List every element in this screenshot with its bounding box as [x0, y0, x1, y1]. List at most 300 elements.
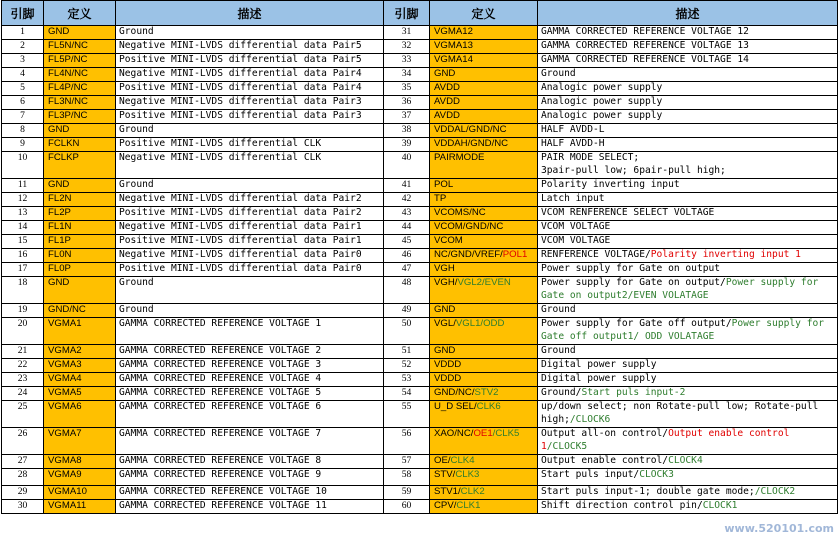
definition-text: VGH [434, 263, 455, 274]
pin-definition: VGMA10 [44, 486, 116, 500]
pin-definition: GND [44, 179, 116, 193]
pin-definition [430, 193, 538, 207]
table-row [2, 54, 838, 68]
pin-definition: VGMA6 [44, 401, 116, 428]
table-row [2, 455, 838, 469]
pin-number: 10 [2, 152, 44, 179]
description-text: GAMMA CORRECTED REFERENCE VOLTAGE 14 [541, 54, 749, 65]
pin-number: 22 [2, 359, 44, 373]
pin-definition: FL1P [44, 235, 116, 249]
pin-definition: VGMA7 [44, 428, 116, 455]
pin-description [538, 193, 838, 207]
pin-description: GAMMA CORRECTED REFERENCE VOLTAGE 11 [116, 500, 384, 514]
table-row [2, 249, 838, 263]
pin-definition: FL2N [44, 193, 116, 207]
pin-number: 44 [384, 221, 430, 235]
pin-description [538, 387, 838, 401]
pin-number: 19 [2, 304, 44, 318]
definition-text: AVDD [434, 110, 460, 121]
pin-definition [430, 207, 538, 221]
description-text: VCOM RENFERENCE SELECT VOLTAGE [541, 207, 715, 218]
pin-number: 25 [2, 401, 44, 428]
pin-definition [430, 40, 538, 54]
pin-number: 55 [384, 401, 430, 428]
description-text: GAMMA CORRECTED REFERENCE VOLTAGE 13 [541, 40, 749, 51]
pin-definition [430, 277, 538, 304]
table-row [2, 486, 838, 500]
description-alt-green: Power supply for Gate off output1/ ODD VOLATAGE [541, 318, 825, 342]
pin-number: 33 [384, 54, 430, 68]
pin-definition [430, 401, 538, 428]
pin-description: GAMMA CORRECTED REFERENCE VOLTAGE 6 [116, 401, 384, 428]
table-row [2, 82, 838, 96]
pin-number: 31 [384, 26, 430, 40]
pin-definition [430, 428, 538, 455]
pin-number: 35 [384, 82, 430, 96]
pin-definition [430, 500, 538, 514]
pin-definition [430, 179, 538, 193]
pin-number: 20 [2, 318, 44, 345]
pin-description [538, 207, 838, 221]
table-row [2, 96, 838, 110]
pin-definition: GND/NC [44, 304, 116, 318]
definition-alt-green: CLK2 [460, 486, 485, 497]
definition-alt-green: CLK6 [476, 401, 501, 412]
pin-number: 56 [384, 428, 430, 455]
pin-description [538, 500, 838, 514]
definition-text: VGMA14 [434, 54, 473, 65]
table-header-row [2, 1, 838, 26]
pin-definition: FL4P/NC [44, 82, 116, 96]
pin-definition: VGMA8 [44, 455, 116, 469]
definition-text: VDDD [434, 373, 462, 384]
definition-text: VCOM/GND/NC [434, 221, 504, 232]
pin-definition: FL0P [44, 263, 116, 277]
pin-number: 9 [2, 138, 44, 152]
pin-definition [430, 318, 538, 345]
description-text: VCOM VOLTAGE [541, 235, 611, 246]
definition-alt-green: CLK3 [455, 469, 480, 480]
pin-description [538, 54, 838, 68]
pin-number: 51 [384, 345, 430, 359]
description-text: Analogic power supply [541, 110, 663, 121]
definition-text: VDDAH/GND/NC [434, 138, 509, 149]
pin-number: 16 [2, 249, 44, 263]
definition-text: PAIRMODE [434, 152, 485, 163]
pin-definition [430, 469, 538, 486]
pin-description [538, 110, 838, 124]
pin-number: 52 [384, 359, 430, 373]
pin-number: 49 [384, 304, 430, 318]
pin-number: 57 [384, 455, 430, 469]
pin-number: 50 [384, 318, 430, 345]
definition-text: VGMA13 [434, 40, 473, 51]
definition-text: VDDD [434, 359, 462, 370]
pin-description [538, 486, 838, 500]
table-row [2, 401, 838, 428]
pin-definition: VGMA3 [44, 359, 116, 373]
description-text: Digital power supply [541, 359, 657, 370]
pin-description: Positive MINI-LVDS differential data Pair1 [116, 235, 384, 249]
pin-description [538, 304, 838, 318]
pin-definition: FL2P [44, 207, 116, 221]
pin-number: 5 [2, 82, 44, 96]
definition-alt-green: VGL1/ODD [455, 318, 505, 329]
table-row [2, 359, 838, 373]
pin-description: Positive MINI-LVDS differential data Pair5 [116, 54, 384, 68]
pin-description [538, 359, 838, 373]
description-text: Polarity inverting input [541, 179, 680, 190]
description-text: Digital power supply [541, 373, 657, 384]
description-alt-green: Power supply for Gate on output2/EVEN VOLATAGE [541, 277, 819, 301]
description-text-line2: 3pair-pull low; 6pair-pull high; [541, 164, 726, 176]
definition-alt-red: OE1 [473, 428, 493, 439]
pin-description: Negative MINI-LVDS differential data Pair2 [116, 193, 384, 207]
pin-description [538, 26, 838, 40]
pin-definition [430, 96, 538, 110]
description-alt-green: CLOCK3 [639, 469, 674, 480]
header-desc-right: 描述 [538, 1, 838, 26]
pin-number: 38 [384, 124, 430, 138]
pin-description [538, 138, 838, 152]
description-alt-red: Output enable control 1 [541, 428, 790, 452]
description-text: Start puls input/ [541, 469, 640, 480]
pin-number: 17 [2, 263, 44, 277]
pin-number: 47 [384, 263, 430, 277]
definition-text: VCOM [434, 235, 463, 246]
pin-definition [430, 82, 538, 96]
description-text: Ground [541, 304, 576, 315]
pin-number: 32 [384, 40, 430, 54]
pin-description [538, 40, 838, 54]
pin-definition: FCLKN [44, 138, 116, 152]
table-row [2, 26, 838, 40]
pin-description: Negative MINI-LVDS differential data Pair0 [116, 249, 384, 263]
pin-description: Positive MINI-LVDS differential data Pair0 [116, 263, 384, 277]
pin-description [538, 263, 838, 277]
definition-alt-green: STV2 [474, 387, 499, 398]
pin-description: Ground [116, 26, 384, 40]
table-row [2, 373, 838, 387]
table-row [2, 500, 838, 514]
pin-definition: VGMA4 [44, 373, 116, 387]
pin-number: 18 [2, 277, 44, 304]
description-text: Ground [541, 68, 576, 79]
pin-definition: GND [44, 277, 116, 304]
description-text: Latch input [541, 193, 605, 204]
description-text: Shift direction control pin/ [541, 500, 703, 511]
pin-number: 23 [2, 373, 44, 387]
pin-description: Ground [116, 179, 384, 193]
pin-definition [430, 304, 538, 318]
pin-description [538, 277, 838, 304]
pin-description [538, 373, 838, 387]
pin-definition [430, 124, 538, 138]
definition-text: GND [434, 345, 456, 356]
table-row [2, 263, 838, 277]
pin-number: 58 [384, 469, 430, 486]
definition-alt-green: CLK4 [450, 455, 475, 466]
pin-number: 1 [2, 26, 44, 40]
description-text: Ground/ [541, 387, 582, 398]
pin-description [538, 96, 838, 110]
header-def-left: 定义 [44, 1, 116, 26]
definition-text: GND/NC/ [434, 387, 475, 398]
pin-description: Positive MINI-LVDS differential CLK [116, 138, 384, 152]
pin-number: 27 [2, 455, 44, 469]
pin-number: 45 [384, 235, 430, 249]
watermark: www.520101.com [724, 522, 834, 535]
definition-text: AVDD [434, 82, 460, 93]
pin-description [538, 152, 838, 179]
pin-definition [430, 359, 538, 373]
header-pin-left: 引脚 [2, 1, 44, 26]
pin-number: 7 [2, 110, 44, 124]
description-text: Analogic power supply [541, 96, 663, 107]
description-alt-green: CLOCK1 [702, 500, 738, 511]
pin-number: 14 [2, 221, 44, 235]
pin-number: 3 [2, 54, 44, 68]
header-def-right: 定义 [430, 1, 538, 26]
table-body [2, 26, 838, 514]
pin-number: 42 [384, 193, 430, 207]
pin-number: 4 [2, 68, 44, 82]
pin-description [538, 179, 838, 193]
pin-definition [430, 54, 538, 68]
description-text: Start puls input-1; double gate mode; [541, 486, 755, 497]
pin-definition [430, 221, 538, 235]
pin-number: 48 [384, 277, 430, 304]
table-row [2, 138, 838, 152]
pin-description [538, 401, 838, 428]
table-row [2, 40, 838, 54]
pin-number: 53 [384, 373, 430, 387]
pin-description: GAMMA CORRECTED REFERENCE VOLTAGE 9 [116, 469, 384, 486]
definition-text: TP [434, 193, 447, 204]
pin-number: 28 [2, 469, 44, 486]
pin-number: 59 [384, 486, 430, 500]
pin-number: 15 [2, 235, 44, 249]
description-alt-green: /CLOCK5 [546, 440, 588, 452]
pin-description [538, 318, 838, 345]
table-row [2, 221, 838, 235]
definition-text: STV1/ [434, 486, 461, 497]
pin-definition [430, 235, 538, 249]
pin-description: GAMMA CORRECTED REFERENCE VOLTAGE 5 [116, 387, 384, 401]
table-row [2, 193, 838, 207]
pin-number: 43 [384, 207, 430, 221]
pin-description: Ground [116, 304, 384, 318]
pin-description: Ground [116, 124, 384, 138]
pin-description [538, 68, 838, 82]
pin-description: Negative MINI-LVDS differential data Pair5 [116, 40, 384, 54]
header-desc-left: 描述 [116, 1, 384, 26]
pin-number: 12 [2, 193, 44, 207]
pin-number: 29 [2, 486, 44, 500]
description-alt-green: /CLOCK6 [569, 413, 611, 425]
pin-definition [430, 455, 538, 469]
pin-description: Negative MINI-LVDS differential data Pair4 [116, 68, 384, 82]
description-text: HALF AVDD-H [541, 138, 605, 149]
pin-description: GAMMA CORRECTED REFERENCE VOLTAGE 10 [116, 486, 384, 500]
pin-number: 54 [384, 387, 430, 401]
pin-definition: GND [44, 124, 116, 138]
pin-number: 30 [2, 500, 44, 514]
pin-description [538, 469, 838, 486]
definition-text: POL [434, 179, 454, 190]
pin-description [538, 221, 838, 235]
pin-definition [430, 152, 538, 179]
pin-description [538, 235, 838, 249]
definition-alt-green: VGL2/EVEN [457, 277, 511, 288]
description-text: HALF AVDD-L [541, 124, 605, 135]
description-alt-green: CLOCK4 [668, 455, 703, 466]
definition-text: CPV/ [434, 500, 457, 511]
pin-definition [430, 373, 538, 387]
description-text: up/down select; non Rotate-pull low; Rotate-pull high; [541, 401, 819, 425]
definition-alt-red: POL1 [502, 249, 528, 260]
description-alt-green: /CLOCK2 [754, 486, 796, 497]
description-alt-green: Start puls input-2 [581, 387, 686, 398]
pin-description: GAMMA CORRECTED REFERENCE VOLTAGE 7 [116, 428, 384, 455]
pin-number: 46 [384, 249, 430, 263]
description-text: Ground [541, 345, 576, 356]
pin-description [538, 345, 838, 359]
definition-text: VCOMS/NC [434, 207, 486, 218]
table-row [2, 179, 838, 193]
table-row [2, 345, 838, 359]
definition-text: NC/GND/VREF/ [434, 249, 503, 260]
pin-definition [430, 138, 538, 152]
pin-definition: FCLKP [44, 152, 116, 179]
pin-number: 40 [384, 152, 430, 179]
definition-text: VGL/ [434, 318, 456, 329]
pin-description: GAMMA CORRECTED REFERENCE VOLTAGE 8 [116, 455, 384, 469]
pin-definition [430, 345, 538, 359]
pin-definition: VGMA11 [44, 500, 116, 514]
pin-definition: GND [44, 26, 116, 40]
pin-definition: FL5P/NC [44, 54, 116, 68]
pin-description: GAMMA CORRECTED REFERENCE VOLTAGE 2 [116, 345, 384, 359]
pin-number: 34 [384, 68, 430, 82]
description-alt-red: Polarity inverting input 1 [650, 249, 801, 260]
definition-text: OE/ [434, 455, 451, 466]
pin-number: 41 [384, 179, 430, 193]
description-text: VCOM VOLTAGE [541, 221, 611, 232]
pin-description: GAMMA CORRECTED REFERENCE VOLTAGE 1 [116, 318, 384, 345]
pin-number: 11 [2, 179, 44, 193]
pin-description: GAMMA CORRECTED REFERENCE VOLTAGE 3 [116, 359, 384, 373]
pin-description [538, 455, 838, 469]
pin-description: Negative MINI-LVDS differential CLK [116, 152, 384, 179]
pin-number: 21 [2, 345, 44, 359]
definition-text: STV/ [434, 469, 456, 480]
definition-text: VGH/ [434, 277, 458, 288]
pin-number: 24 [2, 387, 44, 401]
definition-text: GND [434, 68, 456, 79]
pin-number: 39 [384, 138, 430, 152]
pin-description [538, 428, 838, 455]
table-row [2, 124, 838, 138]
pin-definition: FL5N/NC [44, 40, 116, 54]
pin-description [538, 124, 838, 138]
table-row [2, 318, 838, 345]
pin-number: 36 [384, 96, 430, 110]
description-text: Power supply for Gate on output/ [541, 277, 726, 288]
description-text: Power supply for Gate off output/ [541, 318, 732, 329]
pin-definition: VGMA2 [44, 345, 116, 359]
definition-text: VGMA12 [434, 26, 473, 37]
pin-number: 26 [2, 428, 44, 455]
definition-alt-green: /CLK5 [492, 428, 520, 439]
pin-number: 8 [2, 124, 44, 138]
pin-description: Positive MINI-LVDS differential data Pair3 [116, 110, 384, 124]
description-text: Analogic power supply [541, 82, 663, 93]
description-text: PAIR MODE SELECT; [541, 152, 640, 163]
pin-definition [430, 68, 538, 82]
pin-definition: VGMA5 [44, 387, 116, 401]
table-row [2, 207, 838, 221]
pin-definition [430, 26, 538, 40]
table-row [2, 235, 838, 249]
pin-definition [430, 486, 538, 500]
definition-text: VDDAL/GND/NC [434, 124, 507, 135]
description-text: Output enable control/ [541, 455, 669, 466]
definition-text: XAO/NC/ [434, 428, 474, 439]
definition-text: U_D SEL/ [434, 401, 477, 412]
table-row [2, 304, 838, 318]
description-text: Output all-on control/ [541, 428, 669, 439]
pin-description: Ground [116, 277, 384, 304]
pin-definition [430, 263, 538, 277]
description-text: RENFERENCE VOLTAGE/ [541, 249, 651, 260]
header-pin-right: 引脚 [384, 1, 430, 26]
pin-definition-table [1, 0, 838, 514]
pin-number: 2 [2, 40, 44, 54]
pin-description: Negative MINI-LVDS differential data Pair3 [116, 96, 384, 110]
pin-description: Positive MINI-LVDS differential data Pair4 [116, 82, 384, 96]
table-row [2, 110, 838, 124]
pin-definition: VGMA9 [44, 469, 116, 486]
pin-definition: FL1N [44, 221, 116, 235]
pin-definition [430, 110, 538, 124]
pin-description: GAMMA CORRECTED REFERENCE VOLTAGE 4 [116, 373, 384, 387]
pin-definition: FL3N/NC [44, 96, 116, 110]
pin-number: 6 [2, 96, 44, 110]
pin-definition [430, 387, 538, 401]
description-text: Power supply for Gate on output [541, 263, 721, 274]
pin-description [538, 249, 838, 263]
table-row [2, 277, 838, 304]
definition-text: GND [434, 304, 456, 315]
table-row [2, 152, 838, 179]
pin-definition: FL3P/NC [44, 110, 116, 124]
pin-definition: VGMA1 [44, 318, 116, 345]
description-text: GAMMA CORRECTED REFERENCE VOLTAGE 12 [541, 26, 749, 37]
pin-description [538, 82, 838, 96]
table-row [2, 469, 838, 486]
pin-definition: FL4N/NC [44, 68, 116, 82]
pin-definition [430, 249, 538, 263]
table-row [2, 68, 838, 82]
definition-alt-green: CLK1 [456, 500, 481, 511]
pin-number: 13 [2, 207, 44, 221]
pin-description: Positive MINI-LVDS differential data Pair2 [116, 207, 384, 221]
pin-number: 37 [384, 110, 430, 124]
table-row [2, 428, 838, 455]
pin-description: Negative MINI-LVDS differential data Pair1 [116, 221, 384, 235]
table-row [2, 387, 838, 401]
